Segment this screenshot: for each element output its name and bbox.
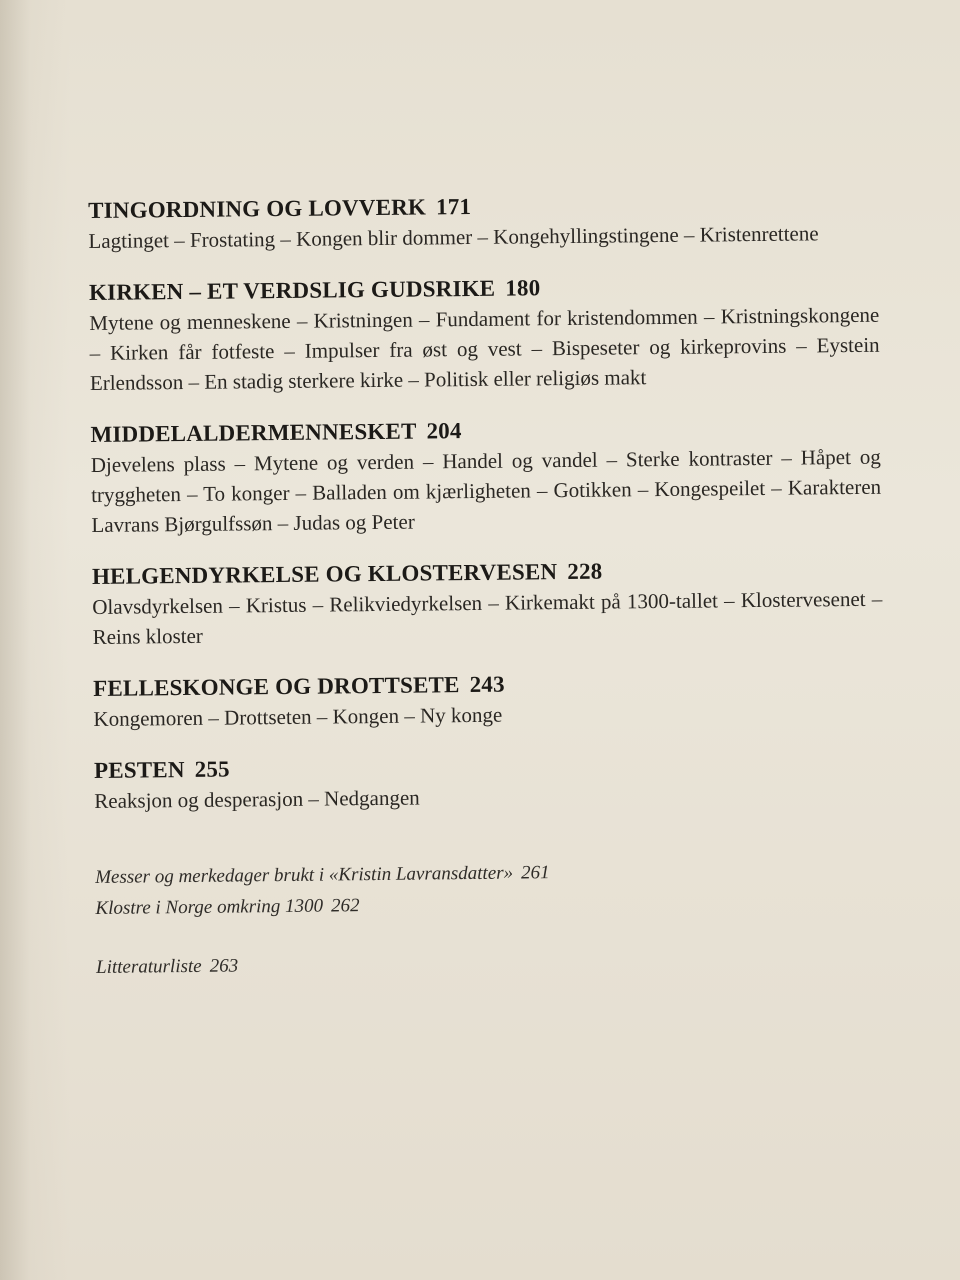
section-title: KIRKEN – ET VERDSLIG GUDSRIKE [88, 275, 496, 305]
toc-section [92, 554, 883, 652]
section-page-number: 171 [435, 193, 472, 220]
section-page-number: 228 [567, 558, 603, 585]
section-page-number: 180 [505, 275, 541, 301]
bibliography-entry [96, 944, 886, 983]
section-title: TINGORDNING OG LOVVERK [88, 194, 427, 223]
toc-section [88, 188, 879, 256]
appendix-title: Klostre i Norge omkring 1300 [95, 895, 324, 919]
toc-section [90, 412, 881, 540]
section-page-number: 204 [426, 418, 462, 444]
bibliography-page-number: 263 [209, 955, 239, 977]
section-topics: Olavsdyrkelsen – Kristus – Relikviedyrkelsen – Kirkemakt på 1300-tallet – Klostervesenet – Reins kloster [92, 586, 883, 649]
appendix-page-number: 262 [330, 895, 360, 917]
bibliography-title: Litteraturliste [95, 955, 202, 978]
section-title: HELGENDYRKELSE OG KLOSTERVESEN [91, 559, 558, 589]
toc-section [94, 748, 885, 816]
section-title: PESTEN [93, 757, 185, 783]
section-topics: Reaksjon og desperasjon – Nedgangen [94, 785, 420, 813]
table-of-contents [88, 188, 886, 983]
toc-section [93, 666, 884, 734]
appendix-title: Messer og merkedager brukt i «Kristin Lavransdatter» [95, 862, 514, 888]
section-title: FELLESKONGE OG DROTTSETE [93, 672, 460, 701]
section-topics: Djevelens plass – Mytene og verden – Handel og vandel – Sterke kontraster – Håpet og tryggheten – To konger – Balladen om kjærligheten – Gotikken – Kongespeilet – Karakteren Lavrans Bjørgulfssøn – Judas og Peter [90, 444, 882, 537]
toc-section [89, 270, 880, 398]
section-topics: Lagtinget – Frostating – Kongen blir dommer – Kongehyllingstingene – Kristenrettene [88, 221, 819, 253]
section-page-number: 255 [194, 756, 230, 782]
appendix-list [95, 854, 886, 924]
section-topics: Mytene og menneskene – Kristningen – Fundament for kristendommen – Kristningskongene – Kirken får fotfeste – Impulser fra øst og vest – Bispeseter og kirkeprovins – Eystein Erlendsson – En stadig sterkere kirke – Politisk eller religiøs makt [89, 302, 880, 395]
section-page-number: 243 [469, 671, 505, 698]
appendix-page-number: 261 [520, 862, 550, 884]
section-title: MIDDELALDERMENNESKET [90, 418, 417, 447]
section-topics: Kongemoren – Drottseten – Kongen – Ny konge [93, 702, 503, 731]
